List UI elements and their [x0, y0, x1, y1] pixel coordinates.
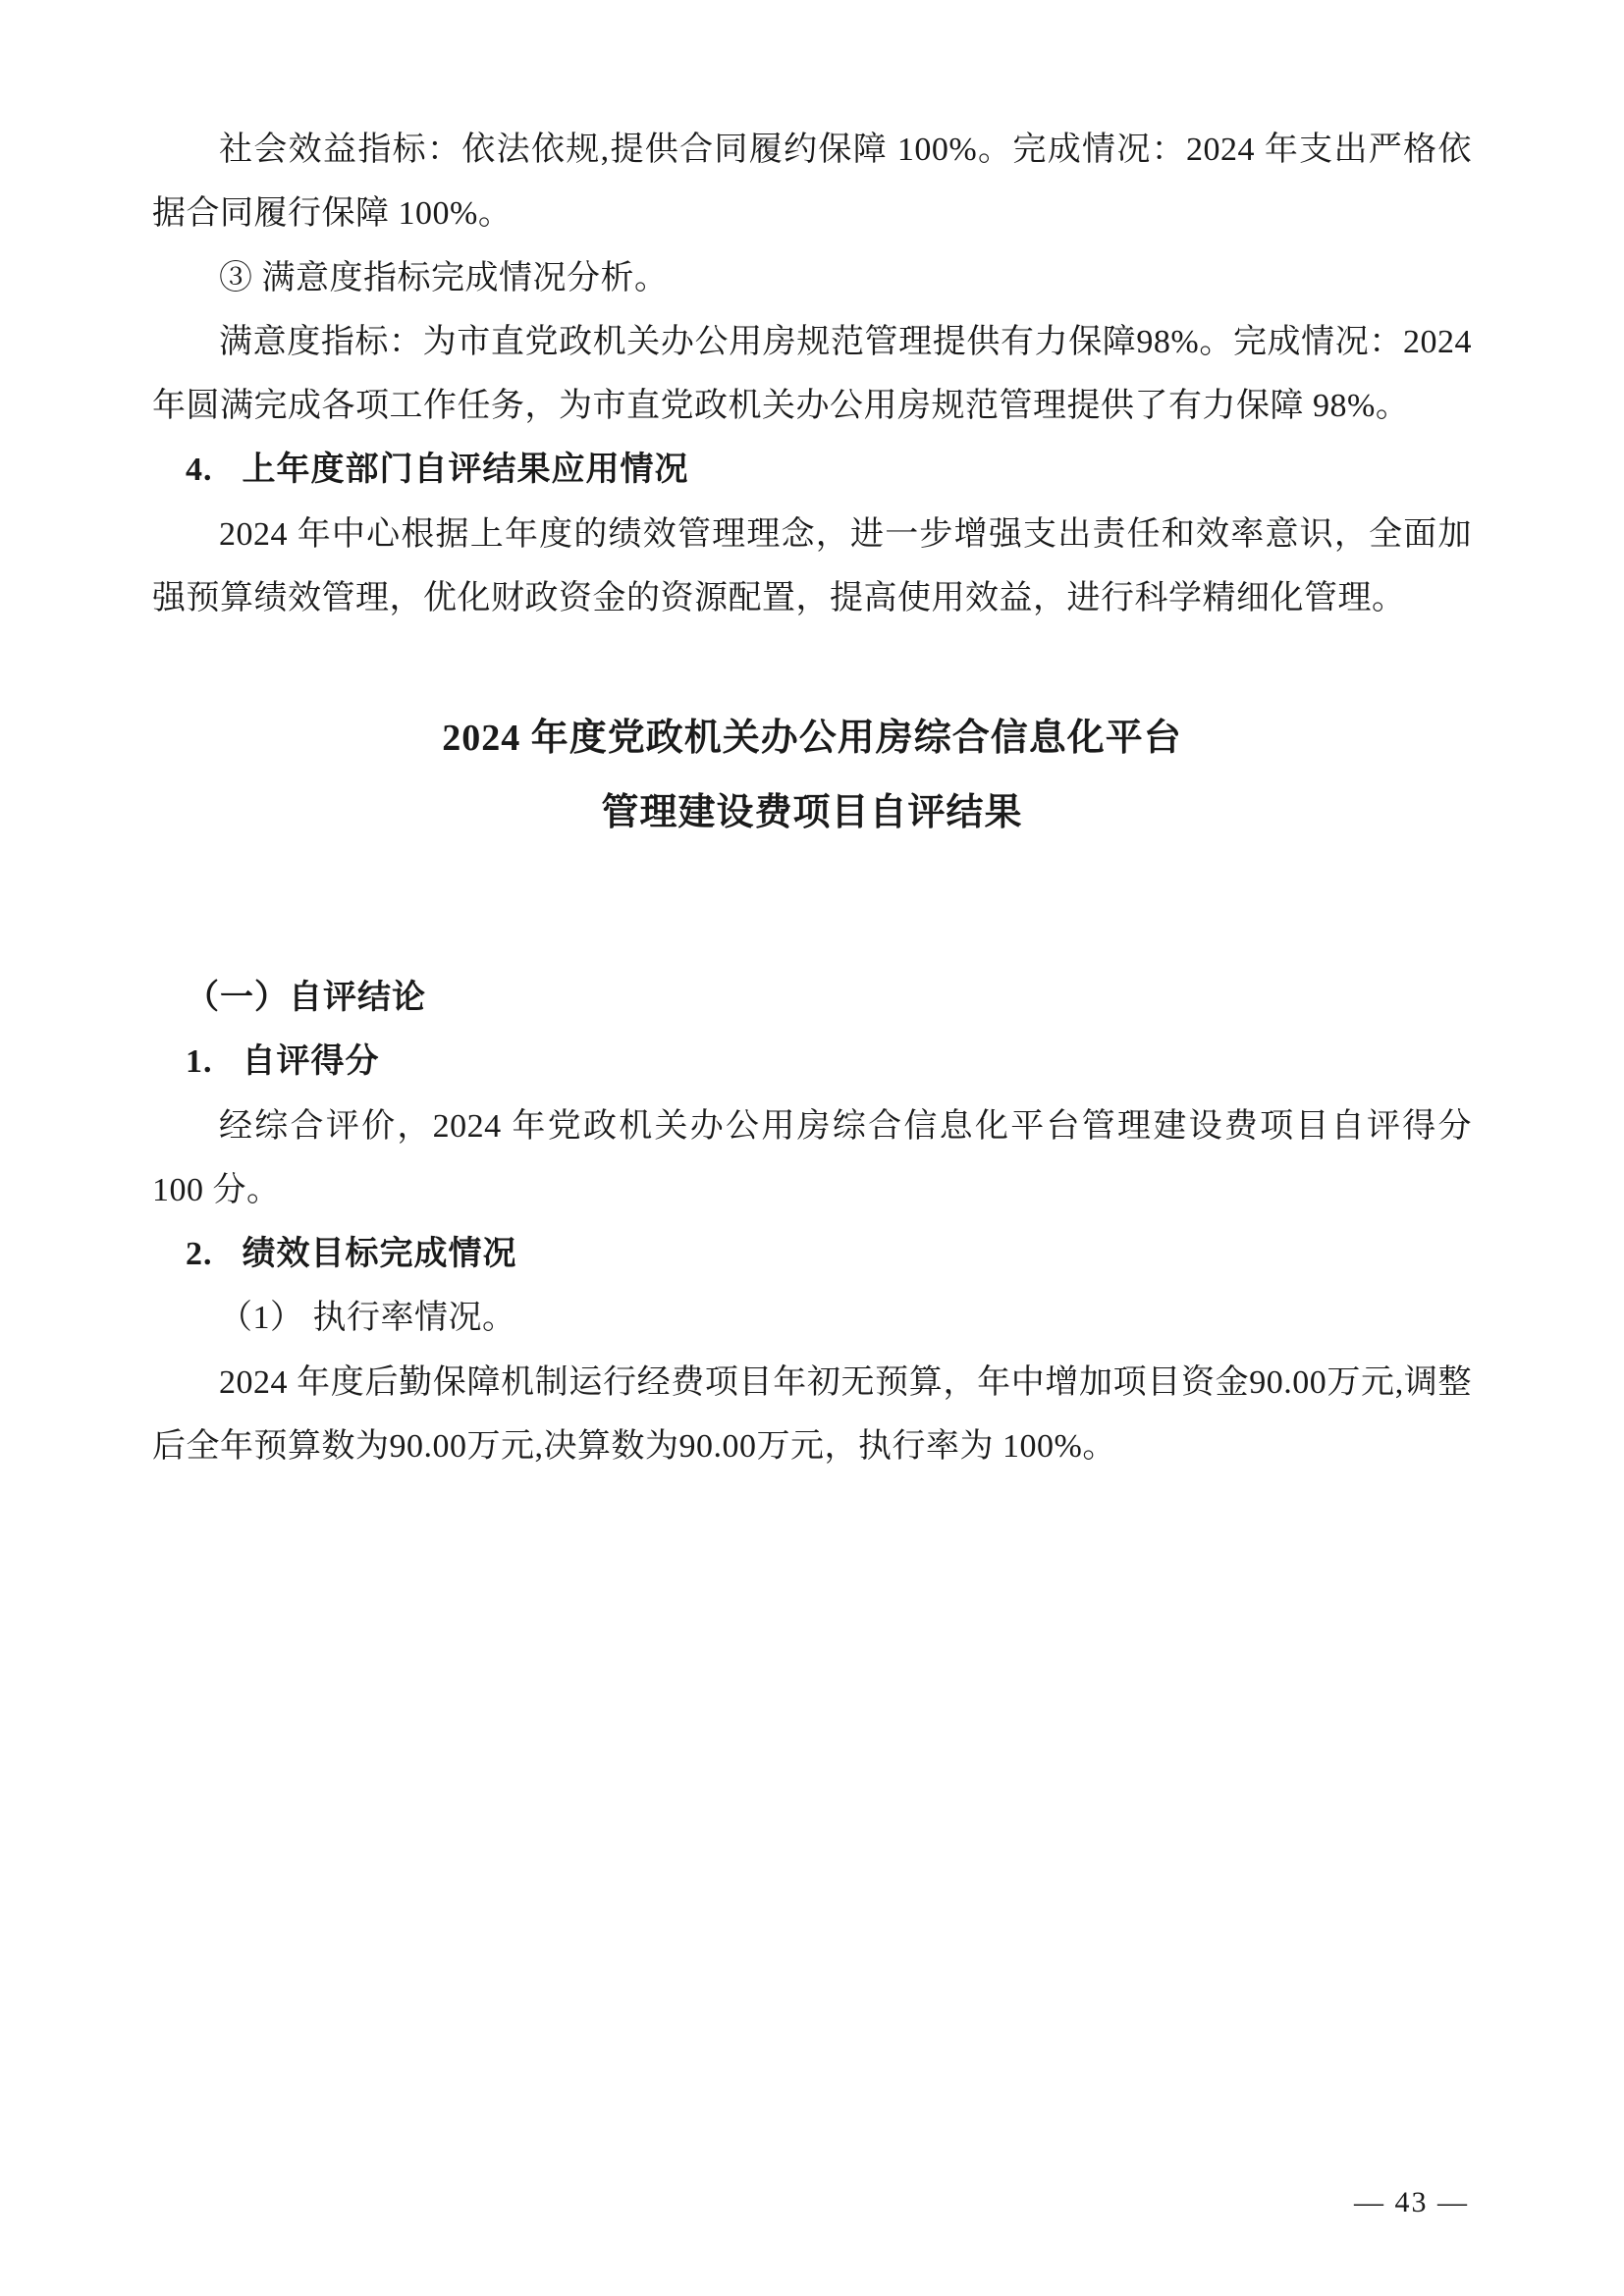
section-heading-one: （一）自评结论 [186, 980, 426, 1017]
paragraph-satisfaction-detail: 满意度指标：为市直党政机关办公用房规范管理提供有力保障98%。完成情况：2024 年圆满完成各项工作任务，为市直党政机关办公用房规范管理提供了有力保障 98%。 [152, 323, 1472, 425]
heading-2 [152, 1222, 1472, 1286]
paragraph-execution-rate-detail: 2024 年度后勤保障机制运行经费项目年初无预算，年中增加项目资金90.00万元,调整后全年预算数为90.00万元,决算数为90.00万元，执行率为 100%。 [152, 1363, 1472, 1465]
heading-1-number: 1. [186, 1043, 213, 1081]
document-title-line-2: 管理建设费项目自评结果 [601, 792, 1023, 834]
heading-4-text: 上年度部门自评结果应用情况 [242, 452, 689, 489]
list-item-execution-rate: （1） 执行率情况。 [219, 1300, 516, 1337]
paragraph-social-benefit: 社会效益指标：依法依规,提供合同履约保障 100%。完成情况：2024 年支出严格依据合同履行保障 100%。 [152, 132, 1472, 233]
heading-4-number: 4. [186, 452, 213, 489]
heading-2-text: 绩效目标完成情况 [242, 1236, 517, 1273]
heading-1-text: 自评得分 [242, 1043, 380, 1081]
heading-2-number: 2. [186, 1236, 213, 1273]
paragraph-prior-year-usage: 2024 年中心根据上年度的绩效管理理念，进一步增强支出责任和效率意识，全面加强预算绩效管理，优化财政资金的资源配置，提高使用效益，进行科学精细化管理。 [152, 515, 1472, 616]
paragraph-self-assessment-score: 经综合评价，2024 年党政机关办公用房综合信息化平台管理建设费项目自评得分 100 分。 [152, 1107, 1472, 1208]
section-spacer [152, 921, 1472, 966]
paragraph-satisfaction-item: ③ 满意度指标完成情况分析。 [219, 259, 669, 296]
heading-1 [152, 1030, 1472, 1094]
title-spacer-top [152, 630, 1472, 701]
document-title-line-1: 2024 年度党政机关办公用房综合信息化平台 [442, 718, 1182, 760]
page-number: — 43 — [1354, 2186, 1469, 2218]
heading-4 [152, 438, 1472, 502]
title-spacer-bottom [152, 850, 1472, 921]
